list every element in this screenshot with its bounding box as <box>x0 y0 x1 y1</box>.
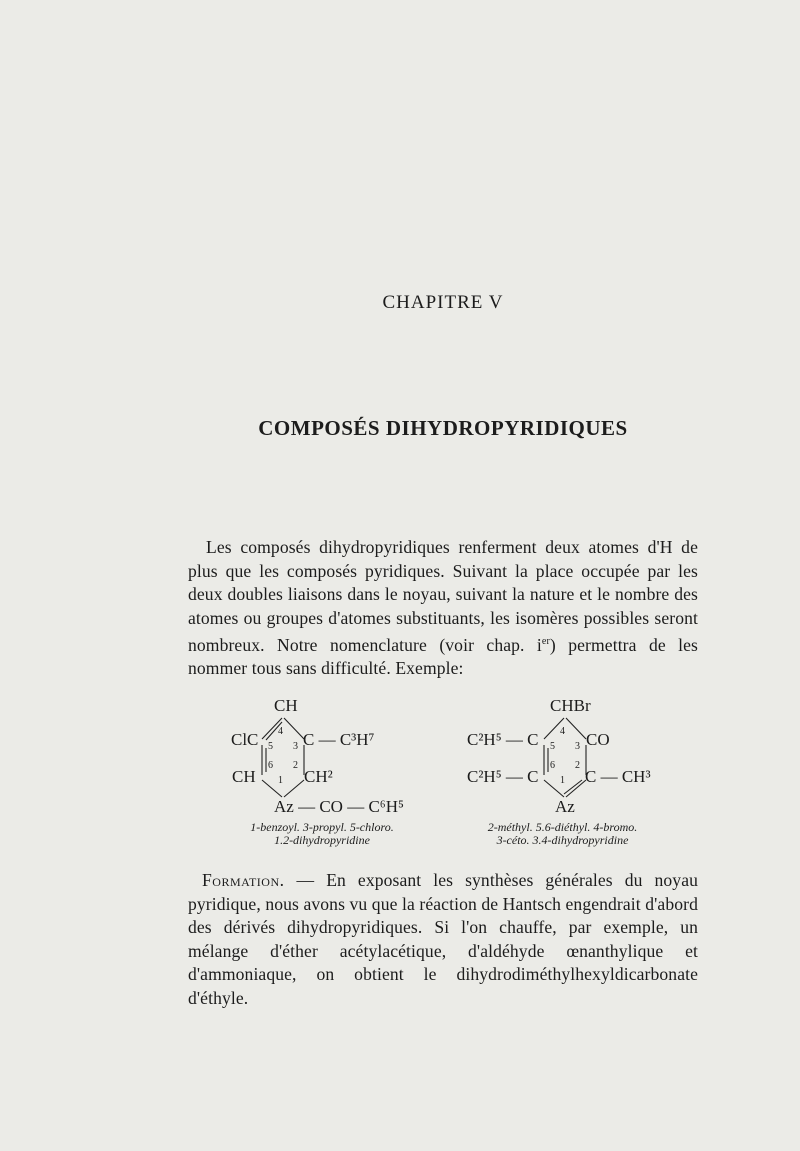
left-position-3: 3 <box>293 741 298 752</box>
right-lower-right-group: C — CH³ <box>585 767 651 786</box>
formation-paragraph <box>188 869 698 1010</box>
left-bottom-group: Az — CO — C⁶H⁵ <box>274 797 404 816</box>
right-position-2: 2 <box>575 760 580 771</box>
right-lower-left-group: C²H⁵ — C <box>467 767 539 786</box>
left-upper-left-group: ClC <box>231 730 259 749</box>
intro-paragraph-superscript: er <box>541 636 550 647</box>
formation-text: — En exposant les synthèses générales du noyau pyridique, nous avons vu que la réaction de Hantsch engendrait d'abord des dérivés dihydropyridiques. Si l'on chauffe, par exemple, un mélange d'éther acétylacétique, d'aldéhyde œnanthylique et d'ammoniaque, on obtient le dihydrodiméthylhexyldicarbonate d'éthyle. <box>188 870 698 1008</box>
left-upper-right-group: C — C³H⁷ <box>303 730 375 749</box>
right-position-3: 3 <box>575 741 580 752</box>
right-upper-left-group: C²H⁵ — C <box>467 730 539 749</box>
left-position-6: 6 <box>268 760 273 771</box>
left-lower-left-group: CH <box>232 767 256 786</box>
intro-paragraph-tail: ) permettra de les nommer tous sans difficulté. Exemple: <box>188 634 698 679</box>
right-position-5: 5 <box>550 741 555 752</box>
right-caption-line1: 2-méthyl. 5.6-diéthyl. 4-bromo. <box>487 820 638 834</box>
right-caption-line2: 3-céto. 3.4-dihydropyridine <box>496 833 629 847</box>
right-upper-right-group: CO <box>586 730 610 749</box>
left-lower-right-group: CH² <box>304 767 333 786</box>
right-top-group: CHBr <box>550 696 591 715</box>
right-bottom-group: Az <box>555 797 575 816</box>
left-position-1: 1 <box>278 775 283 786</box>
left-position-5: 5 <box>268 741 273 752</box>
left-position-2: 2 <box>293 760 298 771</box>
right-position-1: 1 <box>560 775 565 786</box>
left-caption-line1: 1-benzoyl. 3-propyl. 5-chloro. <box>250 820 394 834</box>
formation-lead: Formation. <box>202 870 285 890</box>
right-position-4: 4 <box>560 726 565 737</box>
left-position-4: 4 <box>278 726 283 737</box>
chapter-heading: CHAPITRE V <box>382 292 504 313</box>
chapter-title: COMPOSÉS DIHYDROPYRIDIQUES <box>258 416 628 440</box>
right-position-6: 6 <box>550 760 555 771</box>
left-top-group: CH <box>274 696 298 715</box>
left-caption-line2: 1.2-dihydropyridine <box>274 833 370 847</box>
intro-paragraph-text: Les composés dihydropyridiques renferment deux atomes d'H de plus que les composés pyridiques. Suivant la place occupée par les deux doubles liaisons dans le noyau, suivant la nature et le nombre des atomes ou groupes d'atomes substituants, les isomères possibles seront nombreux. Notre nomenclature (voir chap. i <box>188 537 698 655</box>
